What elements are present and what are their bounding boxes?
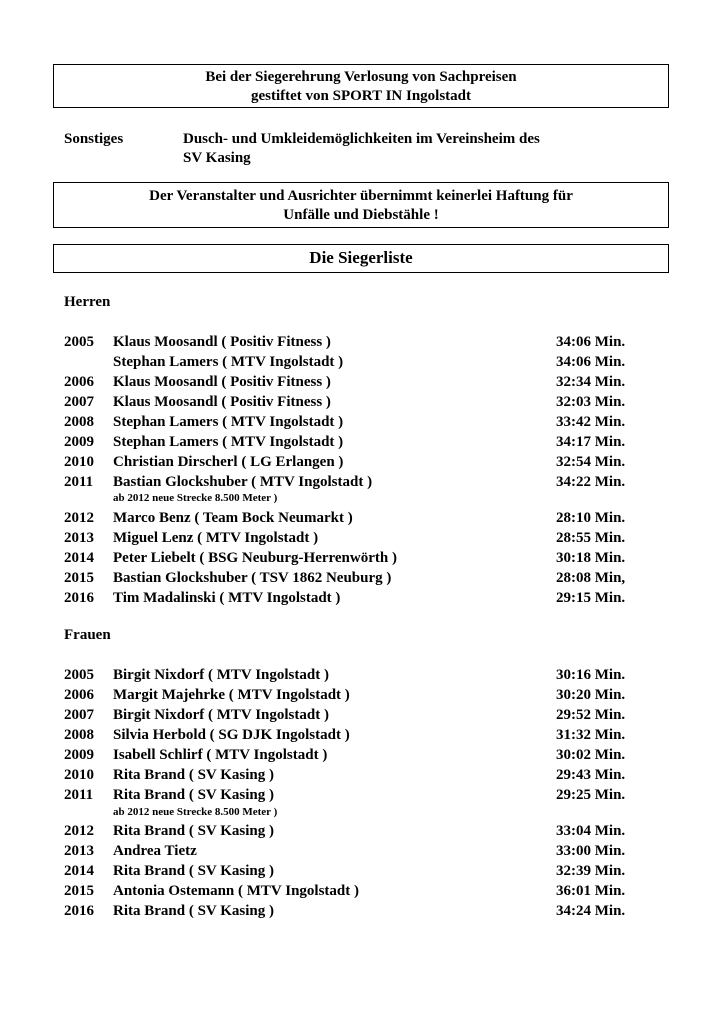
result-row [0, 352, 725, 372]
result-name: Klaus Moosandl ( Positiv Fitness ) [113, 374, 331, 390]
result-name: Rita Brand ( SV Kasing ) [113, 767, 275, 783]
prize-notice-line2: gestiftet von SPORT IN Ingolstadt [250, 88, 472, 104]
result-row [0, 452, 725, 472]
result-time: 30:16 Min. [556, 667, 626, 683]
result-row [0, 765, 725, 785]
result-name: Tim Madalinski ( MTV Ingolstadt ) [113, 590, 341, 606]
result-time: 30:20 Min. [556, 687, 626, 703]
result-row [0, 861, 725, 881]
misc-label: Sonstiges [64, 131, 124, 147]
winners-title: Die Siegerliste [309, 248, 413, 267]
result-time: 34:17 Min. [556, 434, 626, 450]
result-name: Margit Majehrke ( MTV Ingolstadt ) [113, 687, 350, 703]
result-year: 2016 [64, 903, 94, 919]
result-time: 32:03 Min. [556, 394, 626, 410]
result-row [0, 725, 725, 745]
result-year: 2008 [64, 727, 94, 743]
result-year: 2016 [64, 590, 94, 606]
result-time: 31:32 Min. [556, 727, 626, 743]
result-time: 33:42 Min. [556, 414, 626, 430]
result-year: 2006 [64, 374, 94, 390]
result-row [0, 392, 725, 412]
result-time: 30:02 Min. [556, 747, 626, 763]
result-name: Peter Liebelt ( BSG Neuburg-Herrenwörth ) [113, 550, 397, 566]
result-time: 30:18 Min. [556, 550, 626, 566]
result-time: 36:01 Min. [556, 883, 626, 899]
result-row [0, 508, 725, 528]
result-row [0, 901, 725, 921]
result-name: Klaus Moosandl ( Positiv Fitness ) [113, 334, 331, 350]
women-heading: Frauen [64, 627, 111, 643]
result-name: Stephan Lamers ( MTV Ingolstadt ) [113, 414, 344, 430]
misc-text-line1: Dusch- und Umkleidemöglichkeiten im Vereinsheim des [183, 131, 540, 147]
result-name: Rita Brand ( SV Kasing ) [113, 823, 275, 839]
men-heading: Herren [64, 294, 111, 310]
misc-text [183, 130, 540, 168]
result-row [0, 685, 725, 705]
result-time: 29:43 Min. [556, 767, 626, 783]
result-name: Stephan Lamers ( MTV Ingolstadt ) [113, 434, 344, 450]
result-row [0, 528, 725, 548]
result-row [0, 568, 725, 588]
liability-notice-box [53, 182, 669, 228]
result-row [0, 745, 725, 765]
result-year: 2010 [64, 454, 94, 470]
result-time: 32:54 Min. [556, 454, 626, 470]
result-year: 2011 [64, 787, 94, 803]
result-name: Birgit Nixdorf ( MTV Ingolstadt ) [113, 707, 329, 723]
result-year: 2010 [64, 767, 94, 783]
result-time: 29:15 Min. [556, 590, 626, 606]
result-time: 28:55 Min. [556, 530, 626, 546]
result-time: 33:04 Min. [556, 823, 626, 839]
result-name: Klaus Moosandl ( Positiv Fitness ) [113, 394, 331, 410]
result-row [0, 548, 725, 568]
result-year: 2013 [64, 843, 94, 859]
result-year: 2007 [64, 394, 94, 410]
result-name: Christian Dirscherl ( LG Erlangen ) [113, 454, 344, 470]
result-name: Rita Brand ( SV Kasing ) [113, 787, 275, 803]
result-year: 2011 [64, 474, 94, 490]
prize-notice-line1: Bei der Siegerehrung Verlosung von Sachpreisen [205, 69, 517, 85]
result-time: 29:25 Min. [556, 787, 626, 803]
result-name: Antonia Ostemann ( MTV Ingolstadt ) [113, 883, 359, 899]
men-course-note: ab 2012 neue Strecke 8.500 Meter ) [113, 492, 278, 504]
liability-notice-line2: Unfälle und Diebstähle ! [283, 207, 439, 223]
result-row [0, 705, 725, 725]
result-row [0, 785, 725, 805]
result-row [0, 332, 725, 352]
result-name: Stephan Lamers ( MTV Ingolstadt ) [113, 354, 344, 370]
result-row [0, 412, 725, 432]
result-year: 2015 [64, 883, 94, 899]
result-year: 2008 [64, 414, 94, 430]
result-time: 28:10 Min. [556, 510, 626, 526]
result-row [0, 432, 725, 452]
result-year: 2015 [64, 570, 94, 586]
result-row [0, 588, 725, 608]
winners-title-box [53, 244, 669, 273]
result-time: 29:52 Min. [556, 707, 626, 723]
result-year: 2013 [64, 530, 94, 546]
result-year: 2007 [64, 707, 94, 723]
result-year: 2005 [64, 334, 94, 350]
result-year: 2005 [64, 667, 94, 683]
result-year: 2014 [64, 550, 94, 566]
result-year: 2014 [64, 863, 94, 879]
result-row [0, 665, 725, 685]
result-time: 33:00 Min. [556, 843, 626, 859]
result-name: Rita Brand ( SV Kasing ) [113, 903, 275, 919]
result-time: 34:06 Min. [556, 334, 626, 350]
result-row [0, 841, 725, 861]
result-row [0, 881, 725, 901]
result-row [0, 372, 725, 392]
result-time: 34:06 Min. [556, 354, 626, 370]
result-name: Miguel Lenz ( MTV Ingolstadt ) [113, 530, 319, 546]
result-row [0, 821, 725, 841]
result-name: Andrea Tietz [113, 843, 197, 859]
result-time: 32:34 Min. [556, 374, 626, 390]
liability-notice-line1: Der Veranstalter und Ausrichter übernimmt keinerlei Haftung für [149, 188, 573, 204]
result-row [0, 472, 725, 492]
result-name: Isabell Schlirf ( MTV Ingolstadt ) [113, 747, 328, 763]
result-year: 2009 [64, 434, 94, 450]
result-name: Bastian Glockshuber ( MTV Ingolstadt ) [113, 474, 373, 490]
result-year: 2012 [64, 823, 94, 839]
result-time: 32:39 Min. [556, 863, 626, 879]
result-year: 2006 [64, 687, 94, 703]
result-time: 34:22 Min. [556, 474, 626, 490]
prize-notice-box [53, 64, 669, 108]
women-course-note: ab 2012 neue Strecke 8.500 Meter ) [113, 806, 278, 818]
misc-text-line2: SV Kasing [183, 150, 251, 166]
result-name: Birgit Nixdorf ( MTV Ingolstadt ) [113, 667, 329, 683]
result-time: 28:08 Min, [556, 570, 626, 586]
result-name: Bastian Glockshuber ( TSV 1862 Neuburg ) [113, 570, 392, 586]
result-year: 2012 [64, 510, 94, 526]
result-name: Rita Brand ( SV Kasing ) [113, 863, 275, 879]
result-time: 34:24 Min. [556, 903, 626, 919]
result-name: Silvia Herbold ( SG DJK Ingolstadt ) [113, 727, 350, 743]
result-name: Marco Benz ( Team Bock Neumarkt ) [113, 510, 353, 526]
result-year: 2009 [64, 747, 94, 763]
